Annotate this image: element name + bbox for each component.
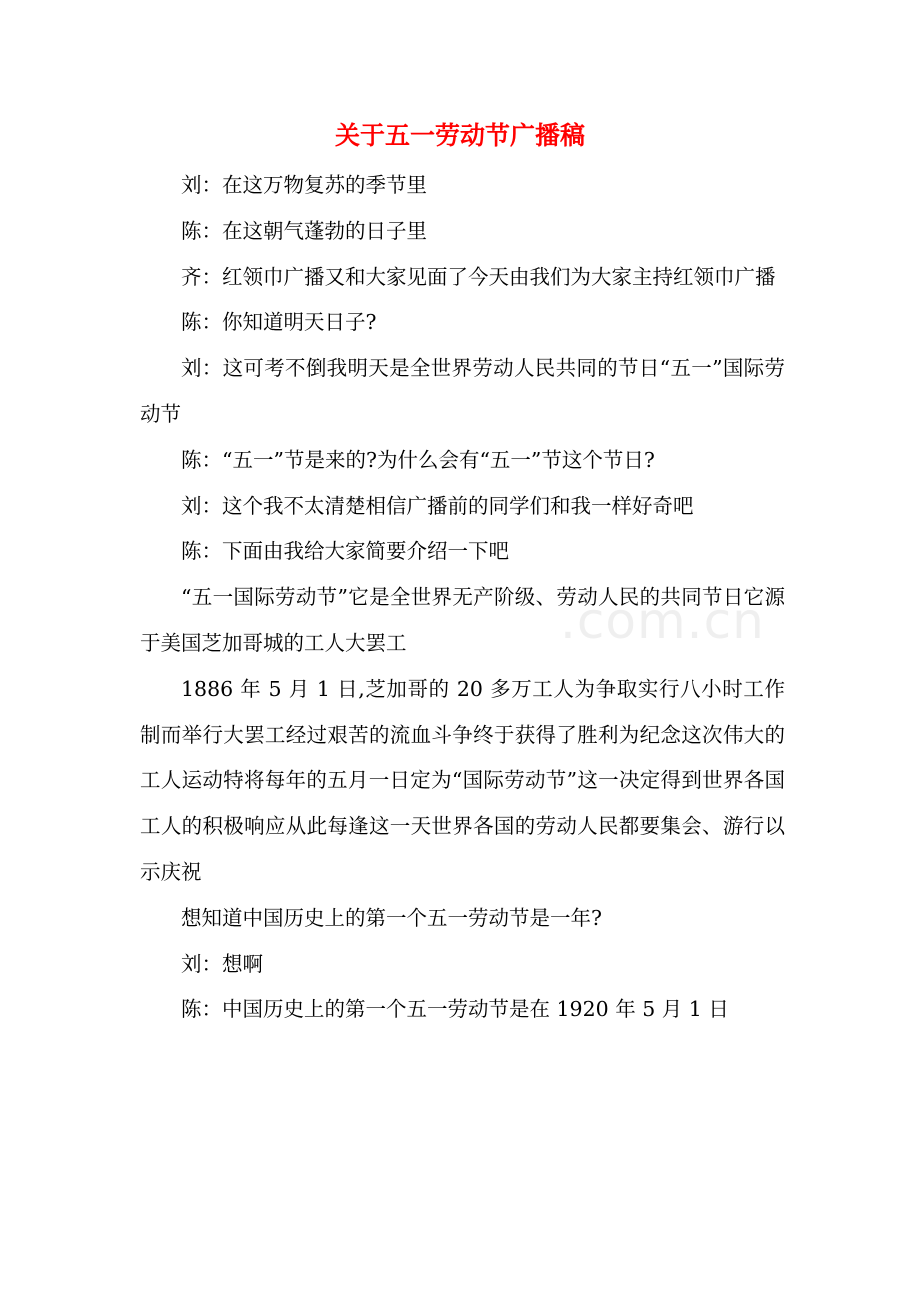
paragraph: 想知道中国历史上的第一个五一劳动节是一年? [181,905,602,930]
document-body [140,163,785,1033]
paragraph: 陈：中国历史上的第一个五一劳动节是在 1920 年 5 月 1 日 [181,997,729,1022]
paragraph: “五一国际劳动节”它是全世界无产阶级、劳动人民的共同节日它源于美国芝加哥城的工人大罢工 [140,585,785,655]
paragraph: 齐：红领巾广播又和大家见面了今天由我们为大家主持红领巾广播 [181,264,776,289]
paragraph: 陈：“五一”节是来的?为什么会有“五一”节这个节日? [181,447,655,472]
paragraph: 陈：下面由我给大家简要介绍一下吧 [181,539,509,564]
document-title: 关于五一劳动节广播稿 [334,121,585,150]
paragraph: 陈：在这朝气蓬勃的日子里 [181,218,427,243]
watermark: .com.cn [560,592,765,650]
paragraph: 刘：想啊 [181,951,263,976]
paragraph: 陈：你知道明天日子? [181,310,377,335]
paragraph: 刘：这个我不太清楚相信广播前的同学们和我一样好奇吧 [181,493,694,518]
paragraph: 1886 年 5 月 1 日,芝加哥的 20 多万工人为争取实行八小时工作制而举行大罢工经过艰苦的流血斗争终于获得了胜利为纪念这次伟大的工人运动特将每年的五月一日定为“国际劳动节”这一决定得到世界各国工人的积极响应从此每逢这一天世界各国的劳动人民都要集会、游行以示庆祝 [140,676,785,884]
paragraph: 刘：这可考不倒我明天是全世界劳动人民共同的节日“五一”国际劳动节 [140,356,785,426]
paragraph: 刘：在这万物复苏的季节里 [181,173,427,197]
